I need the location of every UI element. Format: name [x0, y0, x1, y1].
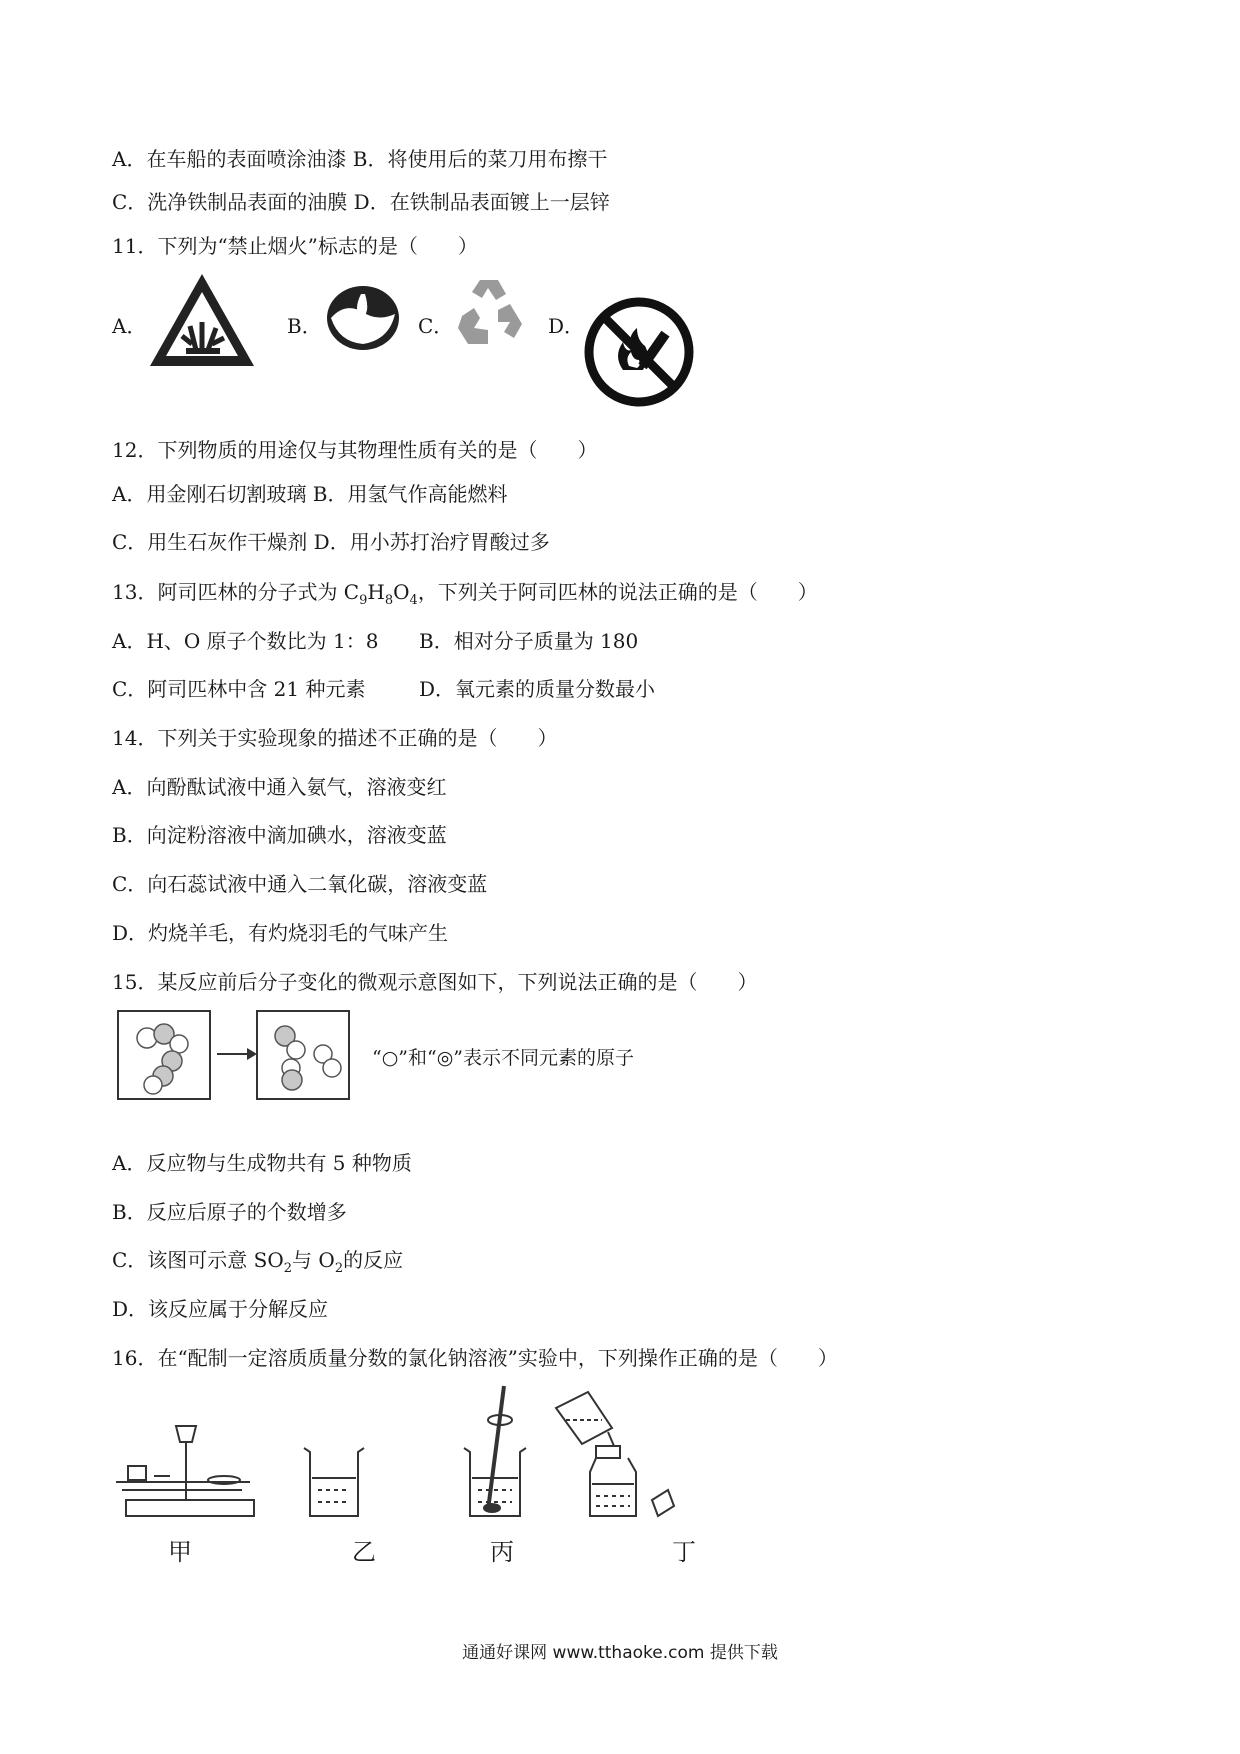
balance-icon — [116, 1426, 254, 1516]
q12-options-line2: C．用生石灰作干燥剂 D．用小苏打治疗胃酸过多 — [112, 530, 550, 554]
q16-label-ding: 丁 — [672, 1538, 696, 1566]
q16-lab-diagram — [112, 1380, 762, 1564]
q13-option-a: A．H、O 原子个数比为 1：8 — [112, 629, 379, 653]
q16-stem: 16．在“配制一定溶质质量分数的氯化钠溶液”实验中，下列操作正确的是（ ） — [112, 1346, 838, 1370]
q12-stem: 12．下列物质的用途仅与其物理性质有关的是（ ） — [112, 438, 598, 462]
pouring-liquid-icon — [556, 1392, 674, 1516]
q11-label-b: B． — [287, 314, 322, 338]
q10-options-line1: A．在车船的表面喷涂油漆 B．将使用后的菜刀用布擦干 — [112, 147, 608, 171]
q11-label-d: D． — [548, 314, 585, 338]
q14-option-c: C．向石蕊试液中通入二氧化碳，溶液变蓝 — [112, 872, 488, 896]
q13-option-c: C．阿司匹林中含 21 种元素 — [112, 677, 366, 701]
page-footer: 通通好课网 www.tthaoke.com 提供下载 — [462, 1643, 778, 1663]
beaker-icon — [304, 1448, 364, 1516]
q14-option-b: B．向淀粉溶液中滴加碘水，溶液变蓝 — [112, 823, 447, 847]
q10-options-line2: C．洗净铁制品表面的油膜 D．在铁制品表面镀上一层锌 — [112, 190, 610, 214]
stirring-beaker-icon — [464, 1386, 526, 1516]
recycle-icon — [450, 272, 532, 362]
q15-option-a: A．反应物与生成物共有 5 种物质 — [112, 1151, 412, 1175]
no-fire-icon — [583, 296, 695, 412]
q11-label-a: A． — [112, 314, 147, 338]
q15-legend: “○”和“◎”表示不同元素的原子 — [372, 1047, 635, 1069]
q14-option-a: A．向酚酞试液中通入氨气，溶液变红 — [112, 775, 447, 799]
q16-label-jia: 甲 — [168, 1538, 192, 1566]
q12-options-line1: A．用金刚石切割玻璃 B．用氢气作高能燃料 — [112, 482, 508, 506]
q14-stem: 14．下列关于实验现象的描述不正确的是（ ） — [112, 726, 558, 750]
q13-stem: 13．阿司匹林的分子式为 $C_9H_8O_4$，下列关于阿司匹林的说法正确的是（ ） — [112, 580, 818, 608]
q13-option-b: B．相对分子质量为 180 — [419, 629, 639, 653]
explosive-warning-icon — [146, 270, 258, 374]
q15-stem: 15．某反应前后分子变化的微观示意图如下，下列说法正确的是（ ） — [112, 970, 758, 994]
q15-option-c: C．该图可示意 $SO_2$与 $O_2$的反应 — [112, 1248, 404, 1276]
q13-option-d: D．氧元素的质量分数最小 — [419, 677, 656, 701]
q16-label-bing: 丙 — [490, 1538, 514, 1566]
q11-label-c: C． — [418, 314, 454, 338]
q14-option-d: D．灼烧羊毛，有灼烧羽毛的气味产生 — [112, 921, 449, 945]
q16-label-yi: 乙 — [352, 1538, 376, 1566]
q15-option-d: D．该反应属于分解反应 — [112, 1297, 329, 1321]
water-drop-icon — [325, 284, 401, 356]
q11-stem: 11．下列为“禁止烟火”标志的是（ ） — [112, 234, 478, 258]
q15-option-b: B．反应后原子的个数增多 — [112, 1200, 347, 1224]
